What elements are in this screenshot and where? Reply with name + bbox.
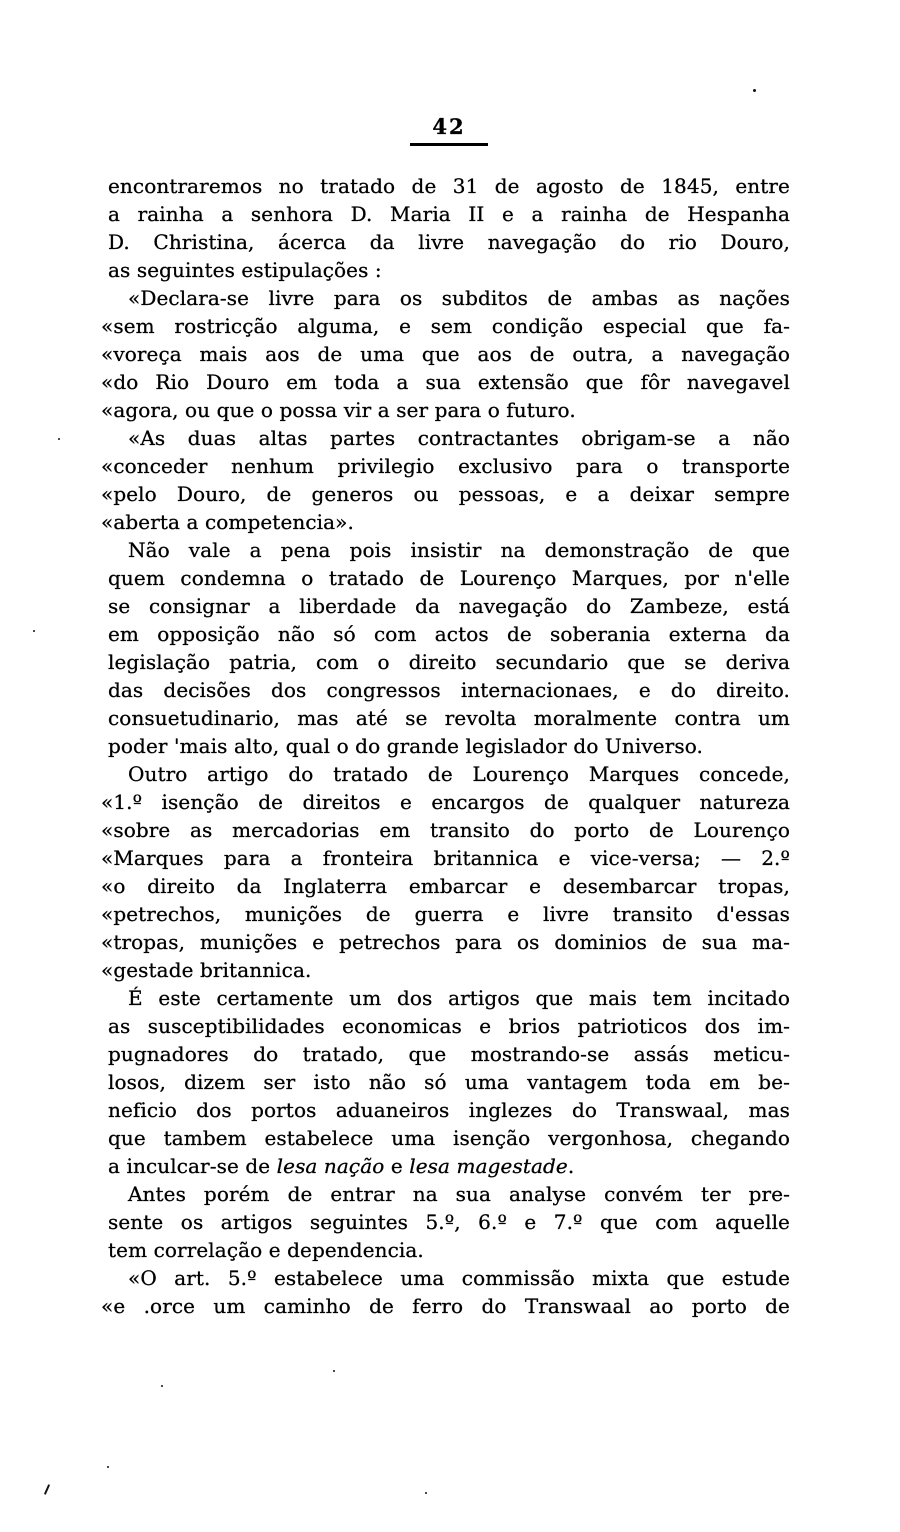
text-line: «aberta a competencia». [101,510,354,534]
text-line: «o direito da Inglaterra embarcar e desembarcar tropas, [101,874,790,898]
text-line: «sem rostricção alguma, e sem condição especial que fa- [101,314,790,338]
text-line: «1.º isenção de direitos e encargos de qualquer natureza [101,790,790,814]
scan-artifact [425,1492,427,1494]
text-line: quem condemna o tratado de Lourenço Marques, por n'elle [108,566,790,590]
text-line: sente os artigos seguintes 5.º, 6.º e 7.º que com aquelle [108,1210,790,1234]
text-segment: a inculcar-se de [108,1154,277,1178]
scan-artifact [161,1385,163,1387]
scan-artifact [333,1370,335,1372]
text-line: «agora, ou que o possa vir a ser para o futuro. [101,398,576,422]
text-line: encontraremos no tratado de 31 de agosto de 1845, entre [108,174,790,198]
text-line: «Marques para a fronteira britannica e vice-versa; — 2.º [101,846,790,870]
text-line: tem correlação e dependencia. [108,1238,424,1262]
text-line: «conceder nenhum privilegio exclusivo para o transporte [101,454,790,478]
text-line: consuetudinario, mas até se revolta moralmente contra um [108,706,790,730]
text-line: D. Christina, ácerca da livre navegação do rio Douro, [108,230,790,254]
text-line: que tambem estabelece uma isenção vergonhosa, chegando [108,1126,790,1150]
page-text [101,172,790,1320]
text-line: «sobre as mercadorias em transito do porto de Lourenço [101,818,790,842]
text-line: Não vale a pena pois insistir na demonstração de que [128,538,790,562]
text-line: losos, dizem ser isto não só uma vantagem toda em be- [108,1070,790,1094]
text-line: «voreça mais aos de uma que aos de outra, a navegação [101,342,790,366]
text-line: se consignar a liberdade da navegação do Zambeze, está [108,594,790,618]
text-line: «pelo Douro, de generos ou pessoas, e a deixar sempre [101,482,790,506]
text-line: neficio dos portos aduaneiros inglezes do Transwaal, mas [108,1098,790,1122]
text-line: em opposição não só com actos de soberania externa da [108,622,790,646]
text-segment: . [567,1154,575,1178]
text-line: «As duas altas partes contractantes obrigam-se a não [128,426,790,450]
page-header [108,114,790,146]
scan-artifact [33,630,35,632]
scan-artifact [58,438,60,440]
text-line: as susceptibilidades economicas e brios patrioticos dos im- [108,1014,790,1038]
text-line: É este certamente um dos artigos que mais tem incitado [128,986,790,1010]
text-line: «petrechos, munições de guerra e livre transito d'essas [101,902,790,926]
text-line: «tropas, munições e petrechos para os dominios de sua ma- [101,930,790,954]
text-line: Outro artigo do tratado de Lourenço Marques concede, [128,762,790,786]
text-line: legislação patria, com o direito secundario que se deriva [108,650,790,674]
text-line [108,1152,790,1180]
italic-text: lesa magestade [409,1154,568,1178]
italic-text: lesa nação [276,1154,385,1178]
text-line: pugnadores do tratado, que mostrando-se assás meticu- [108,1042,790,1066]
scan-artifact [753,89,756,92]
page-number-underline [410,143,488,146]
scan-artifact [44,1484,50,1495]
text-line: Antes porém de entrar na sua analyse convém ter pre- [128,1182,790,1206]
text-line: as seguintes estipulações : [108,258,382,282]
page-number: 42 [432,114,466,139]
text-line: das decisões dos congressos internacionaes, e do direito. [108,678,790,702]
text-line: a rainha a senhora D. Maria II e a rainha de Hespanha [108,202,790,226]
text-line: «O art. 5.º estabelece uma commissão mixta que estude [128,1266,790,1290]
text-line: «gestade britannica. [101,958,312,982]
text-line: «do Rio Douro em toda a sua extensão que fôr navegavel [101,370,790,394]
text-segment: e [384,1154,410,1178]
text-line: «Declara-se livre para os subditos de ambas as nações [128,286,790,310]
text-line: «e .orce um caminho de ferro do Transwaal ao porto de [101,1294,790,1318]
text-line: poder 'mais alto, qual o do grande legislador do Universo. [108,734,703,758]
scan-artifact [107,1466,109,1468]
